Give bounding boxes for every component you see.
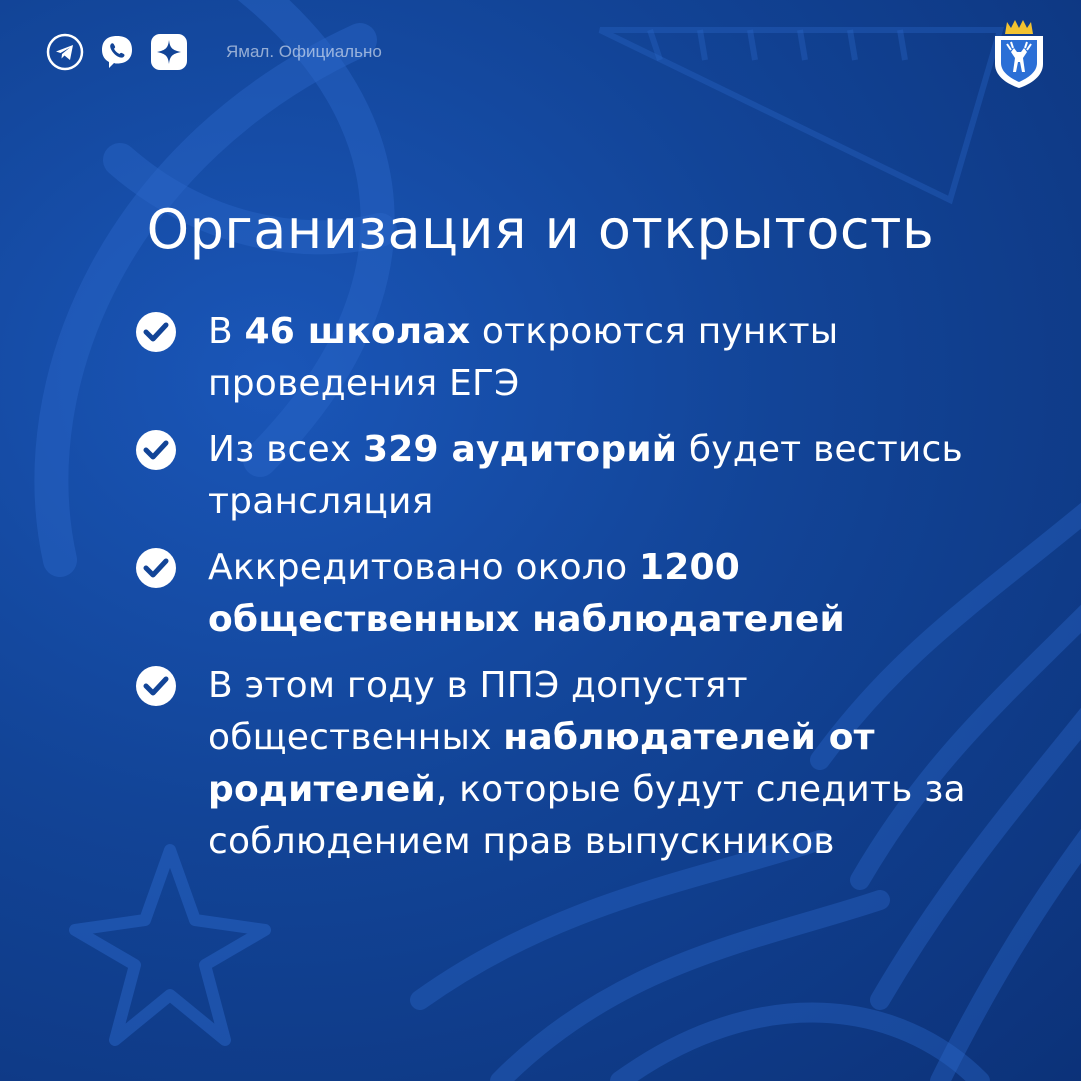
check-icon [134, 310, 178, 354]
highlight-text: 329 аудиторий [363, 429, 678, 470]
plain-text: откроются пункты проведения ЕГЭ [208, 311, 839, 404]
list-item-text [208, 542, 1034, 646]
check-icon [134, 428, 178, 472]
page-title: Организация и открытость [146, 198, 935, 261]
yamal-coat-of-arms-icon [987, 14, 1051, 90]
telegram-icon[interactable] [46, 33, 84, 71]
check-icon [134, 664, 178, 708]
plain-text: , которые будут следить за соблюдением прав выпускников [208, 769, 966, 862]
highlight-text: 46 школах [244, 311, 471, 352]
list-item [134, 660, 1034, 868]
plain-text: В [208, 311, 245, 352]
plain-text: Аккредитовано около [208, 547, 639, 588]
top-bar [46, 32, 382, 72]
plain-text: В этом году в ППЭ допустят общественных [208, 665, 748, 758]
bullet-list [134, 306, 1034, 882]
list-item [134, 542, 1034, 646]
plain-text: будет вестись трансляция [208, 429, 963, 522]
max-icon[interactable] [150, 33, 188, 71]
list-item [134, 306, 1034, 410]
brand-label: Ямал. Официально [226, 42, 382, 61]
highlight-text: наблюдателей от родителей [208, 717, 875, 810]
list-item-text [208, 660, 1034, 868]
viber-icon[interactable] [98, 33, 136, 71]
list-item [134, 424, 1034, 528]
check-icon [134, 546, 178, 590]
list-item-text [208, 306, 1034, 410]
highlight-text: 1200 общественных наблюдателей [208, 547, 845, 640]
list-item-text [208, 424, 1034, 528]
plain-text: Из всех [208, 429, 364, 470]
